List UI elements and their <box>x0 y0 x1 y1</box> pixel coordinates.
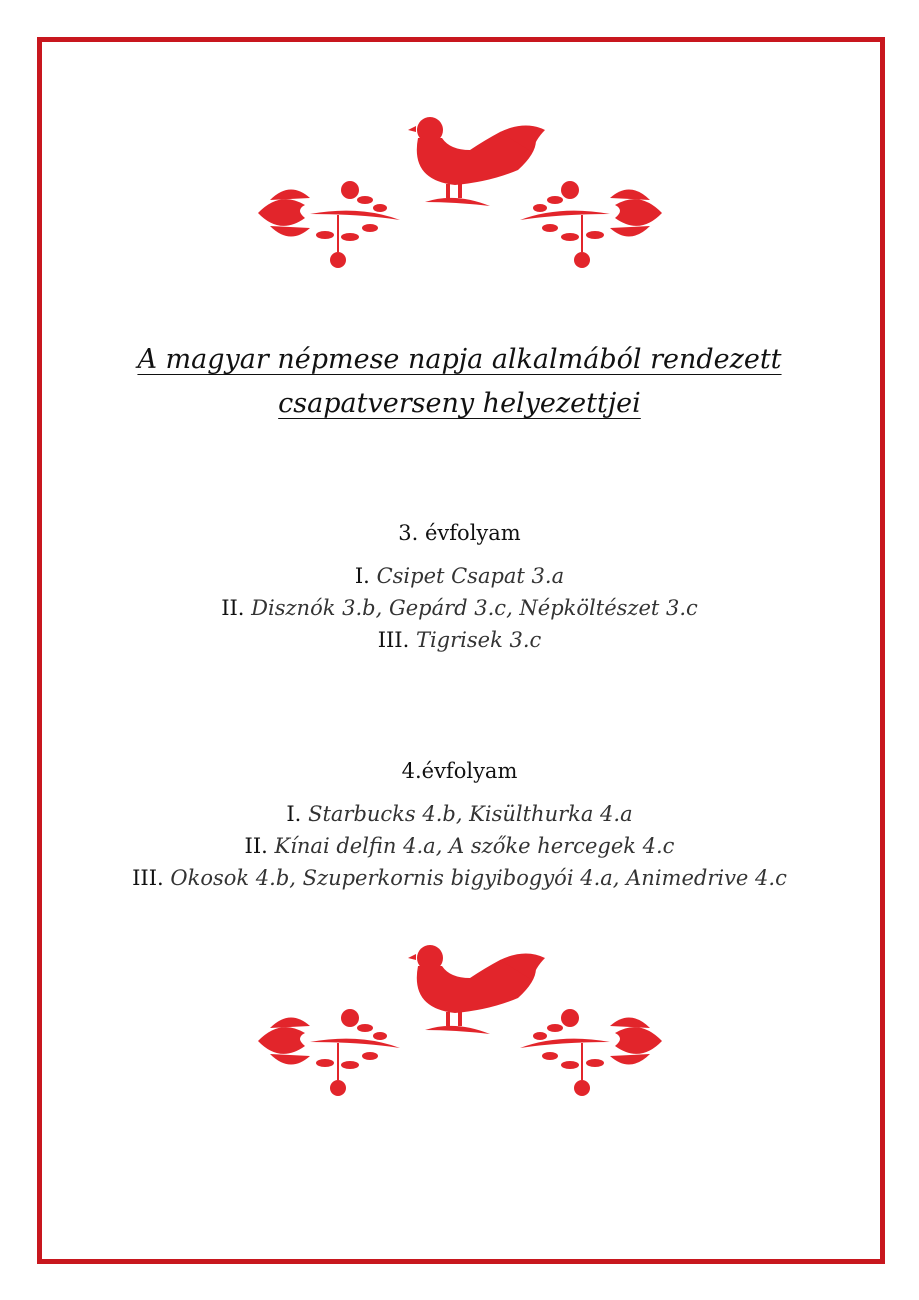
result-row <box>0 830 919 862</box>
rank-label: I. <box>286 802 302 826</box>
page-title <box>0 338 919 426</box>
rank-label: II. <box>244 834 268 858</box>
grade-3-section <box>0 518 919 656</box>
team-list: Disznók 3.b, Gepárd 3.c, Népköltészet 3.c <box>251 596 698 620</box>
title-line-2: csapatverseny helyezettjei <box>278 388 641 419</box>
grade-4-section <box>0 756 919 894</box>
rank-label: I. <box>354 564 370 588</box>
result-row <box>0 592 919 624</box>
result-row <box>0 798 919 830</box>
rank-label: III. <box>132 866 164 890</box>
result-row <box>0 862 919 894</box>
folk-bird-ornament-icon <box>250 938 670 1108</box>
folk-bird-ornament-icon <box>250 110 670 280</box>
result-row <box>0 624 919 656</box>
team-list: Kínai delfin 4.a, A szőke hercegek 4.c <box>274 834 675 858</box>
team-list: Starbucks 4.b, Kisülthurka 4.a <box>308 802 633 826</box>
title-line-1: A magyar népmese napja alkalmából rendezett <box>137 344 782 375</box>
rank-label: II. <box>221 596 245 620</box>
team-list: Tigrisek 3.c <box>415 628 542 652</box>
team-list: Okosok 4.b, Szuperkornis bigyibogyói 4.a, Animedrive 4.c <box>170 866 787 890</box>
section-heading: 4.évfolyam <box>401 759 518 783</box>
team-list: Csipet Csapat 3.a <box>376 564 565 588</box>
rank-label: III. <box>377 628 410 652</box>
section-heading: 3. évfolyam <box>398 521 521 545</box>
result-row <box>0 560 919 592</box>
